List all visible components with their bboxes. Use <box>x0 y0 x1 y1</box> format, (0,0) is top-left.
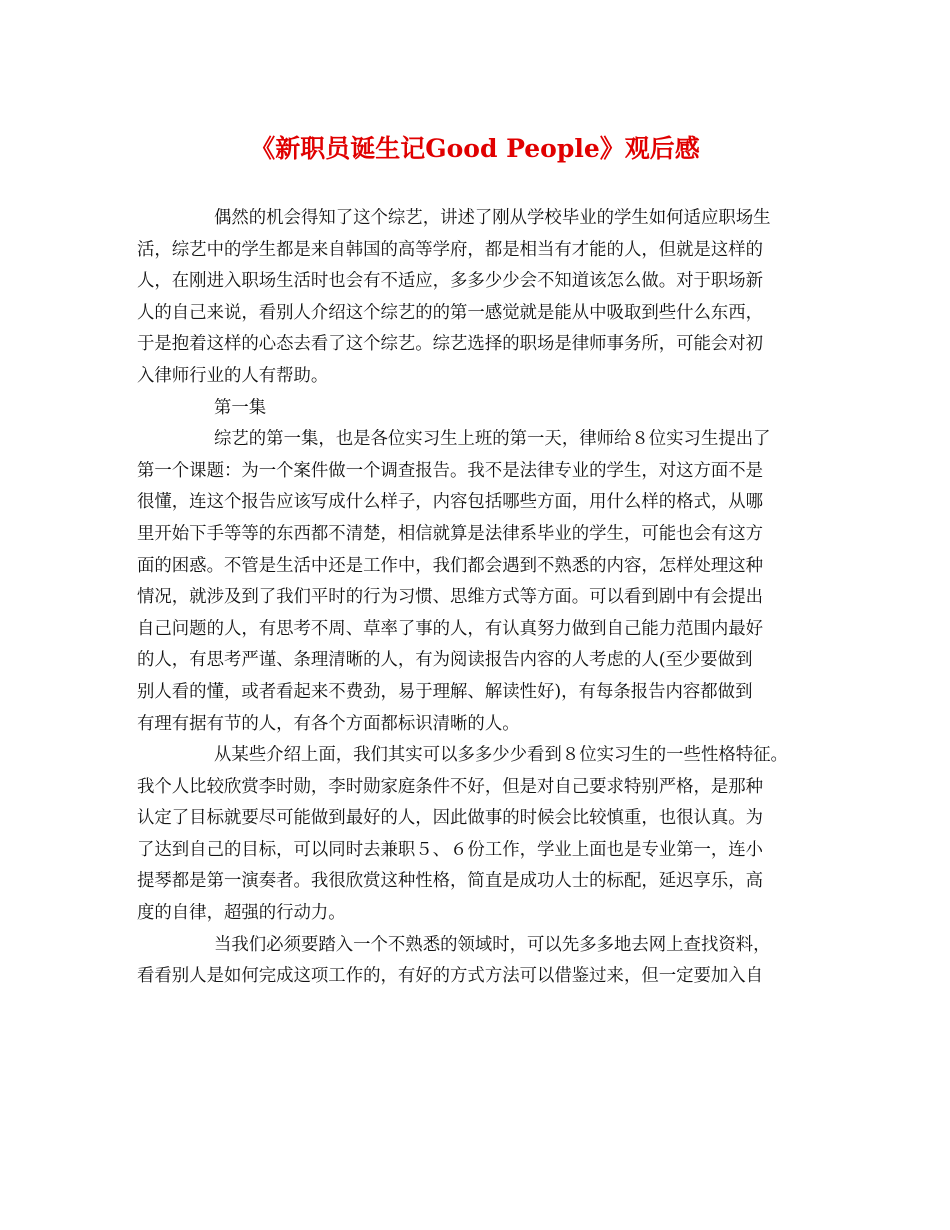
text-line: 度的自律，超强的行动力。 <box>137 903 346 924</box>
text-line: 的人，有思考严谨、条理清晰的人，有为阅读报告内容的人考虑的人(至少要做到 <box>137 650 753 671</box>
text-line: 第一个课题：为一个案件做一个调查报告。我不是法律专业的学生，对这方面不是 <box>137 460 764 481</box>
text-line: 入律师行业的人有帮助。 <box>137 365 329 386</box>
text-line: 认定了目标就要尽可能做到最好的人，因此做事的时候会比较慎重，也很认真。为 <box>137 808 764 829</box>
text-line: 有理有据有节的人，有各个方面都标识清晰的人。 <box>137 713 520 734</box>
paragraph <box>137 930 827 993</box>
text-line: 面的困惑。不管是生活中还是工作中，我们都会遇到不熟悉的内容，怎样处理这种 <box>137 555 764 576</box>
paragraph <box>137 393 827 425</box>
text-line: 综艺的第一集，也是各位实习生上班的第一天，律师给８位实习生提出了 <box>214 429 771 450</box>
document-body <box>137 203 827 993</box>
paragraph <box>137 740 827 930</box>
text-line: 很懂，连这个报告应该写成什么样子，内容包括哪些方面，用什么样的格式，从哪 <box>137 492 764 513</box>
text-line: 提琴都是第一演奏者。我很欣赏这种性格，简直是成功人士的标配，延迟享乐，高 <box>137 871 764 892</box>
paragraph <box>137 424 827 740</box>
text-line: 于是抱着这样的心态去看了这个综艺。综艺选择的职场是律师事务所，可能会对初 <box>137 334 764 355</box>
text-line: 偶然的机会得知了这个综艺，讲述了刚从学校毕业的学生如何适应职场生 <box>214 208 771 228</box>
text-line: 第一集 <box>214 397 267 418</box>
text-line: 自己问题的人，有思考不周、草率了事的人，有认真努力做到自己能力范围内最好 <box>137 618 764 639</box>
text-line: 看看别人是如何完成这项工作的，有好的方式方法可以借鉴过来，但一定要加入自 <box>137 966 764 987</box>
text-line: 里开始下手等等的东西都不清楚，相信就算是法律系毕业的学生，可能也会有这方 <box>137 523 764 544</box>
document-title: 《新职员诞生记Good People》观后感 <box>250 134 700 163</box>
text-line: 从某些介绍上面，我们其实可以多多少少看到８位实习生的一些性格特征。 <box>214 745 788 766</box>
paragraph <box>137 203 827 393</box>
text-line: 别人看的懂，或者看起来不费劲，易于理解、解读性好)，有每条报告内容都做到 <box>137 681 753 702</box>
text-line: 了达到自己的目标，可以同时去兼职５、６份工作，学业上面也是专业第一，连小 <box>137 839 764 860</box>
text-line: 我个人比较欣赏李时勋，李时勋家庭条件不好，但是对自己要求特别严格，是那种 <box>137 776 764 797</box>
text-line: 人，在刚进入职场生活时也会有不适应，多多少少会不知道该怎么做。对于职场新 <box>137 271 764 292</box>
text-line: 活，综艺中的学生都是来自韩国的高等学府，都是相当有才能的人，但就是这样的 <box>137 239 764 260</box>
text-line: 情况，就涉及到了我们平时的行为习惯、思维方式等方面。可以看到剧中有会提出 <box>137 587 764 608</box>
text-line: 当我们必须要踏入一个不熟悉的领域时，可以先多多地去网上查找资料， <box>214 934 771 955</box>
text-line: 人的自己来说，看别人介绍这个综艺的的第一感觉就是能从中吸取到些什么东西， <box>137 302 764 323</box>
